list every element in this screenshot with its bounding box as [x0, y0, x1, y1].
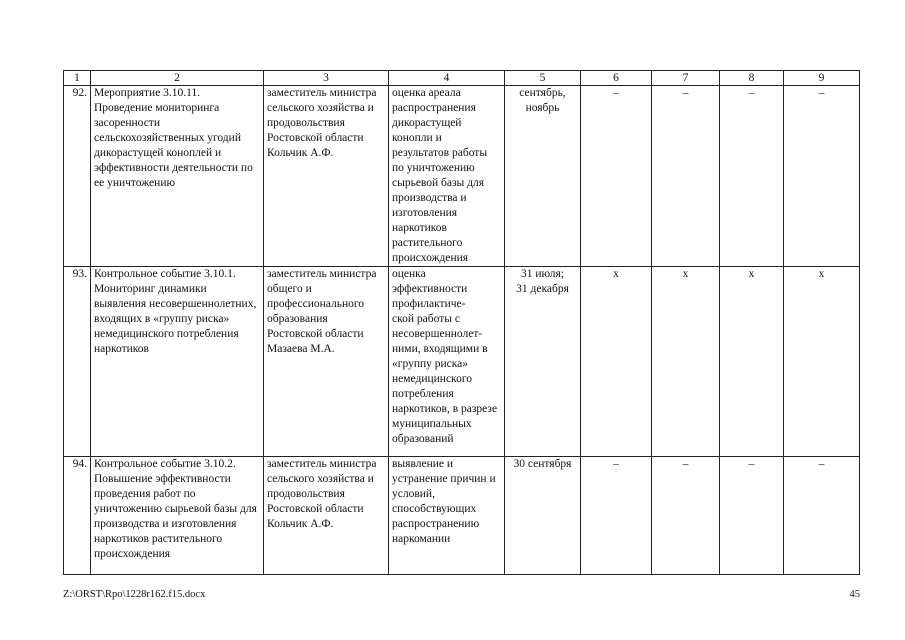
date-cell: 30 сентября	[505, 457, 581, 575]
date-cell: 31 июля; 31 декабря	[505, 267, 581, 457]
table-row	[64, 457, 860, 575]
value-cell: х	[720, 267, 784, 457]
row-number: 94.	[64, 457, 91, 575]
result-cell: оценка эффективности профилактиче- ской работы с несовершеннолет- ними, входящими в «группу риска» немедицинского потребления наркотиков, в разрезе муниципальных образований	[389, 267, 505, 457]
row-number: 92.	[64, 86, 91, 267]
value-cell: –	[784, 457, 860, 575]
table-row	[64, 86, 860, 267]
column-header: 4	[389, 71, 505, 86]
activity-cell: Контрольное событие 3.10.1. Мониторинг динамики выявления несовершеннолетних, входящих в «группу риска» немедицинского потребления наркотиков	[91, 267, 264, 457]
column-header: 5	[505, 71, 581, 86]
value-cell: –	[581, 86, 652, 267]
footer-file-path: Z:\ORST\Rpo\1228r162.f15.docx	[63, 589, 206, 600]
column-header: 7	[652, 71, 720, 86]
column-header: 1	[64, 71, 91, 86]
responsible-cell: заместитель министра общего и профессионального образования Ростовской области Мазаева М.А.	[264, 267, 389, 457]
value-cell: –	[581, 457, 652, 575]
table-header-row	[64, 71, 860, 86]
column-header: 8	[720, 71, 784, 86]
page-number: 45	[849, 589, 860, 600]
value-cell: –	[652, 86, 720, 267]
value-cell: х	[784, 267, 860, 457]
column-header: 3	[264, 71, 389, 86]
responsible-cell: заместитель министра сельского хозяйства и продовольствия Ростовской области Кольчик А.Ф.	[264, 457, 389, 575]
result-cell: выявление и устранение причин и условий, способствующих распространению наркомании	[389, 457, 505, 575]
activity-cell: Мероприятие 3.10.11. Проведение мониторинга засоренности сельскохозяйственных угодий дикорастущей коноплей и эффективности деятельности по ее уничтожению	[91, 86, 264, 267]
plan-table	[63, 70, 860, 575]
value-cell: х	[652, 267, 720, 457]
value-cell: –	[652, 457, 720, 575]
value-cell: –	[784, 86, 860, 267]
value-cell: –	[720, 86, 784, 267]
row-number: 93.	[64, 267, 91, 457]
column-header: 2	[91, 71, 264, 86]
value-cell: –	[720, 457, 784, 575]
column-header: 9	[784, 71, 860, 86]
date-cell: сентябрь, ноябрь	[505, 86, 581, 267]
column-header: 6	[581, 71, 652, 86]
result-cell: оценка ареала распространения дикорастущей конопли и результатов работы по уничтожению сырьевой базы для производства и изготовления наркотиков растительного происхождения	[389, 86, 505, 267]
responsible-cell: заместитель министра сельского хозяйства и продовольствия Ростовской области Кольчик А.Ф.	[264, 86, 389, 267]
activity-cell: Контрольное событие 3.10.2. Повышение эффективности проведения работ по уничтожению сырьевой базы для производства и изготовления наркотиков растительного происхождения	[91, 457, 264, 575]
table-row	[64, 267, 860, 457]
value-cell: х	[581, 267, 652, 457]
